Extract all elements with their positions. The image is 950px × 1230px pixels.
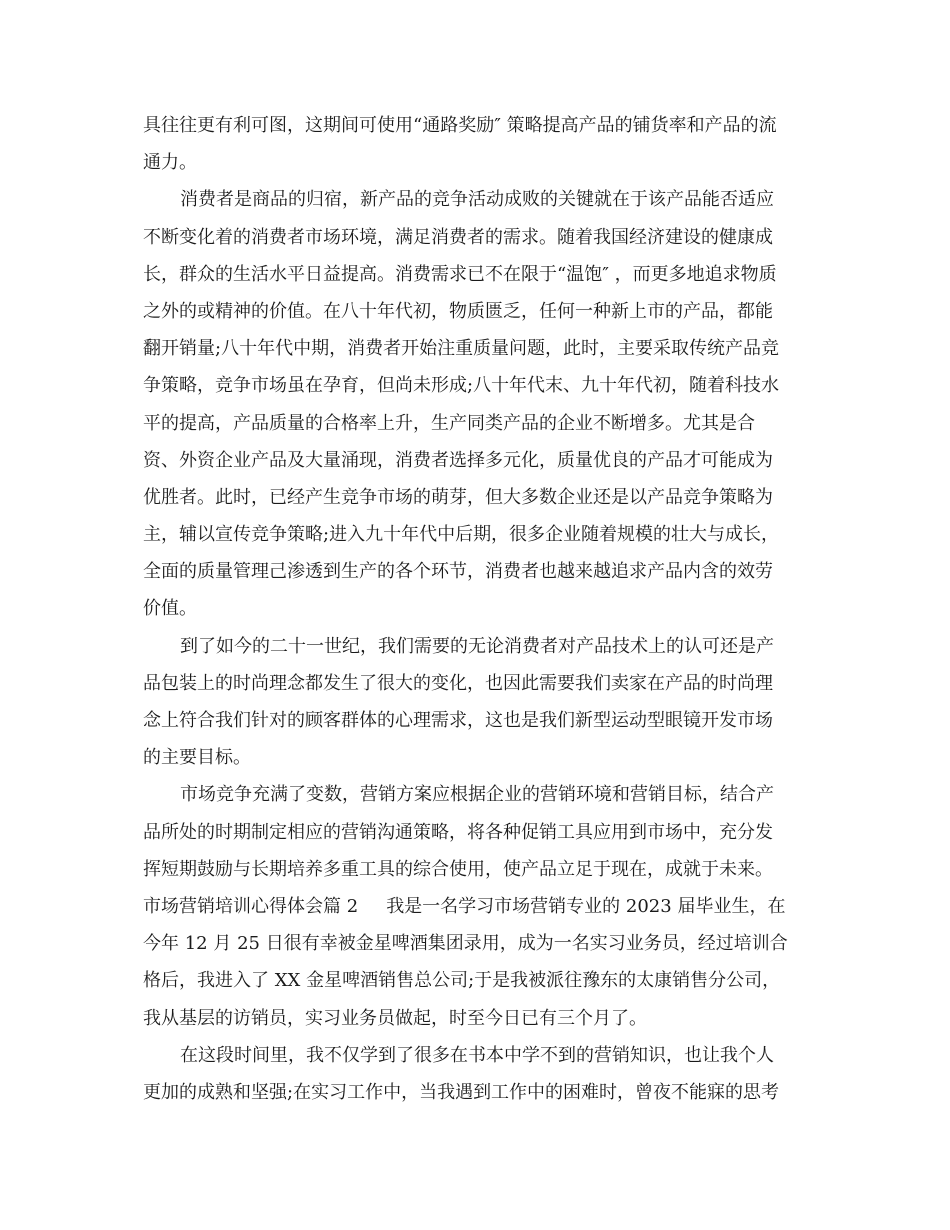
- text-line: 我从基层的访销员，实习业务员做起，时至今日已有三个月了。: [143, 1007, 647, 1029]
- text-line: 价值。: [143, 598, 197, 620]
- document-body: [143, 107, 808, 1111]
- heading-following-text: 我是一名学习市场营销专业的 2023 届毕业生，在: [386, 895, 786, 917]
- text-line: 资、外资企业产品及大量涌现，消费者选择多元化，质量优良的产品才可能成为: [143, 449, 773, 471]
- text-line: 更加的成熟和坚强;在实习工作中，当我遇到工作中的困难时，曾夜不能寐的思考: [143, 1081, 780, 1103]
- text-line: 平的提高，产品质量的合格率上升，生产同类产品的企业不断增多。尤其是合: [143, 412, 755, 434]
- paragraph-start-line: 到了如今的二十一世纪，我们需要的无论消费者对产品技术上的认可还是产: [180, 635, 774, 657]
- text-line: 念上符合我们针对的顾客群体的心理需求，这也是我们新型运动型眼镜开发市场: [143, 710, 773, 731]
- text-line: 挥短期鼓励与长期培养多重工具的综合使用，使产品立足于现在，成就于未来。: [143, 858, 773, 880]
- text-line: 争策略，竞争市场虽在孕育，但尚未形成;八十年代末、九十年代初，随着科技水: [143, 375, 780, 397]
- text-line: 通力。: [143, 152, 197, 174]
- text-line: 格后，我进入了 XX 金星啤酒销售总公司;于是我被派往豫东的太康销售分公司，: [143, 970, 781, 992]
- text-line: 品所处的时期制定相应的营销沟通策略，将各种促销工具应用到市场中，充分发: [143, 821, 773, 843]
- paragraph-start-line: 消费者是商品的归宿，新产品的竞争活动成败的关键就在于该产品能否适应: [180, 189, 774, 211]
- text-line: 不断变化着的消费者市场环境，满足消费者的需求。随着我国经济建设的健康成: [143, 226, 773, 248]
- text-line: 主，辅以宣传竞争策略;进入九十年代中后期，很多企业随着规模的壮大与成长，: [143, 524, 780, 546]
- text-line: 优胜者。此时，已经产生竞争市场的萌芽，但大多数企业还是以产品竞争策略为: [143, 486, 773, 508]
- text-line: 的主要目标。: [143, 747, 251, 769]
- paragraph-start-line: 市场竞争充满了变数，营销方案应根据企业的营销环境和营销目标，结合产: [180, 784, 774, 806]
- section-heading-line: [143, 888, 808, 925]
- text-line: 品包装上的时尚理念都发生了很大的变化，也因此需要我们卖家在产品的时尚理: [143, 672, 773, 694]
- text-line: 翻开销量;八十年代中期，消费者开始注重质量问题，此时，主要采取传统产品竞: [143, 338, 780, 360]
- text-line: 今年 12 月 25 日很有幸被金星啤酒集团录用，成为一名实习业务员，经过培训合: [143, 933, 788, 955]
- text-line: 具往往更有利可图，这期间可使用“通路奖励″ 策略提高产品的铺货率和产品的流: [143, 115, 777, 136]
- text-line: 长，群众的生活水平日益提高。消费需求已不在限于“温饱″ ，而更多地追求物质: [143, 263, 777, 285]
- text-line: 全面的质量管理己渗透到生产的各个环节，消费者也越来越追求产品内含的效劳: [143, 561, 773, 583]
- section-heading: 市场营销培训心得体会篇 2: [143, 895, 359, 917]
- paragraph-start-line: 在这段时间里，我不仅学到了很多在书本中学不到的营销知识，也让我个人: [180, 1044, 774, 1066]
- text-line: 之外的或精神的价值。在八十年代初，物质匮乏，任何一种新上市的产品，都能: [143, 300, 773, 322]
